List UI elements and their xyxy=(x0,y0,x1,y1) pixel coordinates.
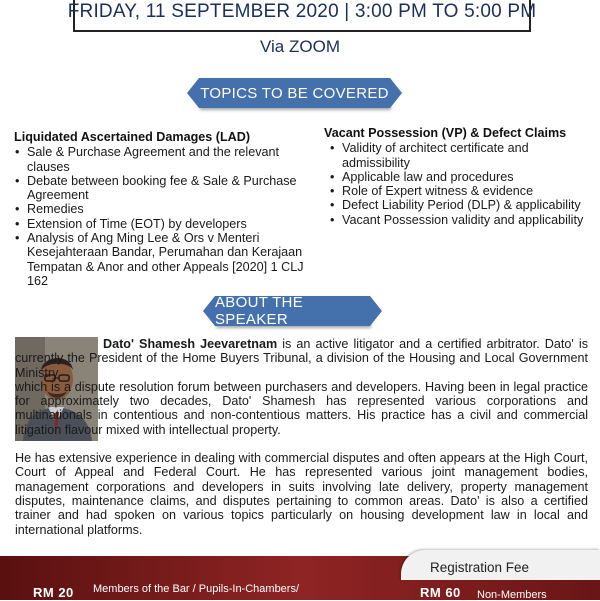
header-band xyxy=(0,0,600,32)
list-item: • Sale & Purchase Agreement and the relevant clauses xyxy=(14,145,314,174)
fee-category-non-members: Non-Members xyxy=(477,589,547,601)
list-item: • Analysis of Ang Ming Lee & Ors v Menteri Kesejahteraan Bandar, Perumahan dan Kerajaan Tempatan & Anor and other Appeals [2020] 1 CLJ 162 xyxy=(14,231,314,288)
banner-right-tip xyxy=(370,296,382,326)
event-date-time: FRIDAY, 11 SEPTEMBER 2020 | 3:00 PM TO 5:00 PM xyxy=(67,1,537,22)
topic-title-lad: Liquidated Ascertained Damages (LAD) xyxy=(14,130,251,144)
list-item: • Remedies xyxy=(14,202,314,216)
list-item: • Applicable law and procedures xyxy=(329,170,596,184)
banner-right-tip xyxy=(390,78,402,108)
list-item: • Vacant Possession validity and applicability xyxy=(329,213,596,227)
bio-line-1: is an active litigator and a certified arbitrator. Dato' is currently the President of the Home Buyers Tribunal, a division of the Housing and Local Government Ministry xyxy=(15,337,588,380)
bio-paragraph-1b xyxy=(15,380,588,437)
banner-left-tip xyxy=(187,78,199,108)
fee-price-non-members: RM 60 xyxy=(420,585,461,600)
bio-paragraph-1 xyxy=(15,337,588,380)
topics-left-column xyxy=(14,130,314,288)
speaker-bio xyxy=(15,337,588,537)
speaker-name: Dato' Shamesh Jeevaretnam xyxy=(103,337,278,351)
fee-price-members: RM 20 xyxy=(33,585,74,600)
list-item: • Debate between booking fee & Sale & Purchase Agreement xyxy=(14,174,314,203)
topics-banner xyxy=(199,78,390,108)
list-item: • Validity of architect certificate and admissibility xyxy=(329,141,596,170)
event-venue: Via ZOOM xyxy=(260,37,340,56)
topic-list-lad xyxy=(14,145,314,288)
list-item: • Defect Liability Period (DLP) & applicability xyxy=(329,198,596,212)
banner-left-tip xyxy=(203,296,215,326)
topic-title-vp: Vacant Possession (VP) & Defect Claims xyxy=(324,126,567,140)
fee-category-members: Members of the Bar / Pupils-In-Chambers/ xyxy=(93,583,300,595)
bio-paragraph-2: He has extensive experience in dealing with commercial disputes and often appears at the High Court, Court of Appeal and Federal Court. He has represented various joint management bodies, management corporations and developers in suits involving late delivery, property management disputes, maintenance claims, and disputes pertaining to common areas. Dato' is also a certified trainer and had spoken on various topics particularly on housing development law in local and international platforms. xyxy=(15,451,588,537)
topics-right-column xyxy=(324,126,596,227)
topics-banner-label: TOPICS TO BE COVERED xyxy=(200,84,389,102)
paragraph-gap xyxy=(15,437,588,451)
bio-line-2: which is a dispute resolution forum between purchasers and developers. Having been in legal practice for approximately two decades, Dato' Shamesh has represented various corporations and multinationals in contentious and non-contentious matters. His practice has a civil and commercial litigation flavour mixed with intellectual property. xyxy=(15,379,588,437)
date-time-box xyxy=(67,0,537,32)
topic-list-vp xyxy=(324,141,596,227)
speaker-banner xyxy=(215,296,370,326)
list-item: • Role of Expert witness & evidence xyxy=(329,184,596,198)
speaker-banner-label: ABOUT THE SPEAKER xyxy=(215,294,303,328)
registration-fee-label: Registration Fee xyxy=(430,560,530,575)
list-item: • Extension of Time (EOT) by developers xyxy=(14,217,314,231)
